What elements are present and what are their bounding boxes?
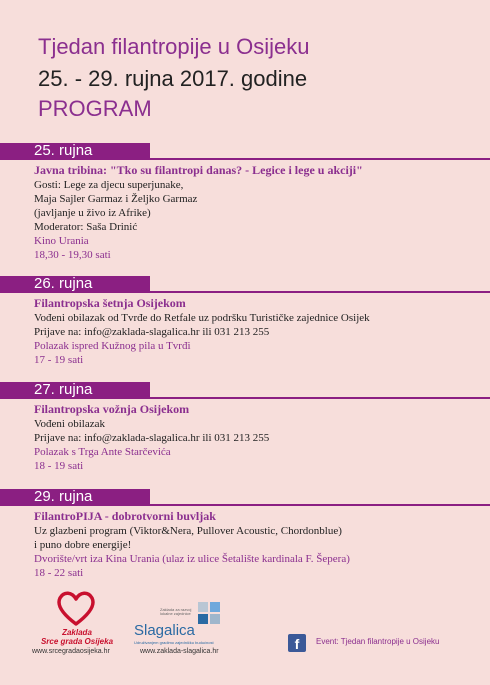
divider (150, 397, 490, 399)
day-label: 25. rujna (34, 142, 93, 159)
puzzle-square-icon (198, 602, 208, 612)
logo-small-text: Zaklada za razvoj lokalne zajednice (160, 607, 192, 616)
event-time: 18,30 - 19,30 sati (34, 249, 111, 261)
logo-text: Zaklada (62, 628, 92, 637)
day-label-band (0, 276, 150, 293)
day-label-band (0, 382, 150, 399)
day-label-band (0, 489, 150, 506)
event-location: Polazak ispred Kužnog pila u Tvrđi (34, 340, 191, 352)
facebook-event-link[interactable]: Event: Tjedan filantropije u Osijeku (316, 637, 440, 646)
event-heading: FilantroPIJA - dobrotvorni buvljak (34, 509, 216, 523)
event-time: 17 - 19 sati (34, 354, 84, 366)
event-line: Gosti: Lege za djecu superjunake, (34, 179, 184, 191)
event-line: Moderator: Saša Drinić (34, 221, 138, 233)
day-label: 27. rujna (34, 381, 93, 398)
divider (150, 504, 490, 506)
website-link[interactable]: www.zaklada-slagalica.hr (140, 648, 219, 655)
logo-tagline: Udruživanjem gradimo zajedničku budućnost (134, 640, 214, 645)
puzzle-square-icon (210, 614, 220, 624)
event-line: Vođeni obilazak od Tvrđe do Retfale uz podršku Turističke zajednice Osijek (34, 312, 370, 324)
divider (150, 291, 490, 293)
slagalica-logo (134, 600, 234, 650)
event-line: Maja Sajler Garmaz i Željko Garmaz (34, 193, 198, 205)
event-line: i puno dobre energije! (34, 539, 132, 551)
puzzle-square-icon (198, 614, 208, 624)
page-title: Tjedan filantropije u Osijeku (38, 34, 310, 59)
heart-icon (56, 590, 96, 626)
facebook-icon[interactable]: f (288, 634, 306, 652)
day-label: 29. rujna (34, 488, 93, 505)
event-time: 18 - 19 sati (34, 460, 84, 472)
puzzle-square-icon (210, 602, 220, 612)
event-location: Dvorište/vrt iza Kina Urania (ulaz iz ulice Šetalište kardinala F. Šepera) (34, 553, 350, 565)
event-heading: Filantropska šetnja Osijekom (34, 296, 186, 310)
footer (0, 582, 490, 685)
logo-text: Srce grada Osijeka (40, 637, 114, 646)
event-time: 18 - 22 sati (34, 567, 84, 579)
program-heading: PROGRAM (38, 96, 152, 121)
event-line: Uz glazbeni program (Viktor&Nera, Pullover Acoustic, Chordonblue) (34, 525, 342, 537)
divider (150, 158, 490, 160)
logo-name: Slagalica (134, 622, 195, 639)
day-label-band (0, 143, 150, 160)
event-line: (javljanje u živo iz Afrike) (34, 207, 151, 219)
event-heading: Filantropska vožnja Osijekom (34, 402, 190, 416)
event-heading: Javna tribina: "Tko su filantropi danas? - Legice i lege u akciji" (34, 163, 363, 177)
event-line: Prijave na: info@zaklada-slagalica.hr ili 031 213 255 (34, 326, 270, 338)
event-location: Polazak s Trga Ante Starčevića (34, 446, 171, 458)
event-line: Vođeni obilazak (34, 418, 105, 430)
day-label: 26. rujna (34, 275, 93, 292)
event-location: Kino Urania (34, 235, 89, 247)
date-range: 25. - 29. rujna 2017. godine (38, 66, 308, 91)
event-line: Prijave na: info@zaklada-slagalica.hr ili 031 213 255 (34, 432, 270, 444)
website-link[interactable]: www.srcegradaosijeka.hr (32, 648, 110, 655)
